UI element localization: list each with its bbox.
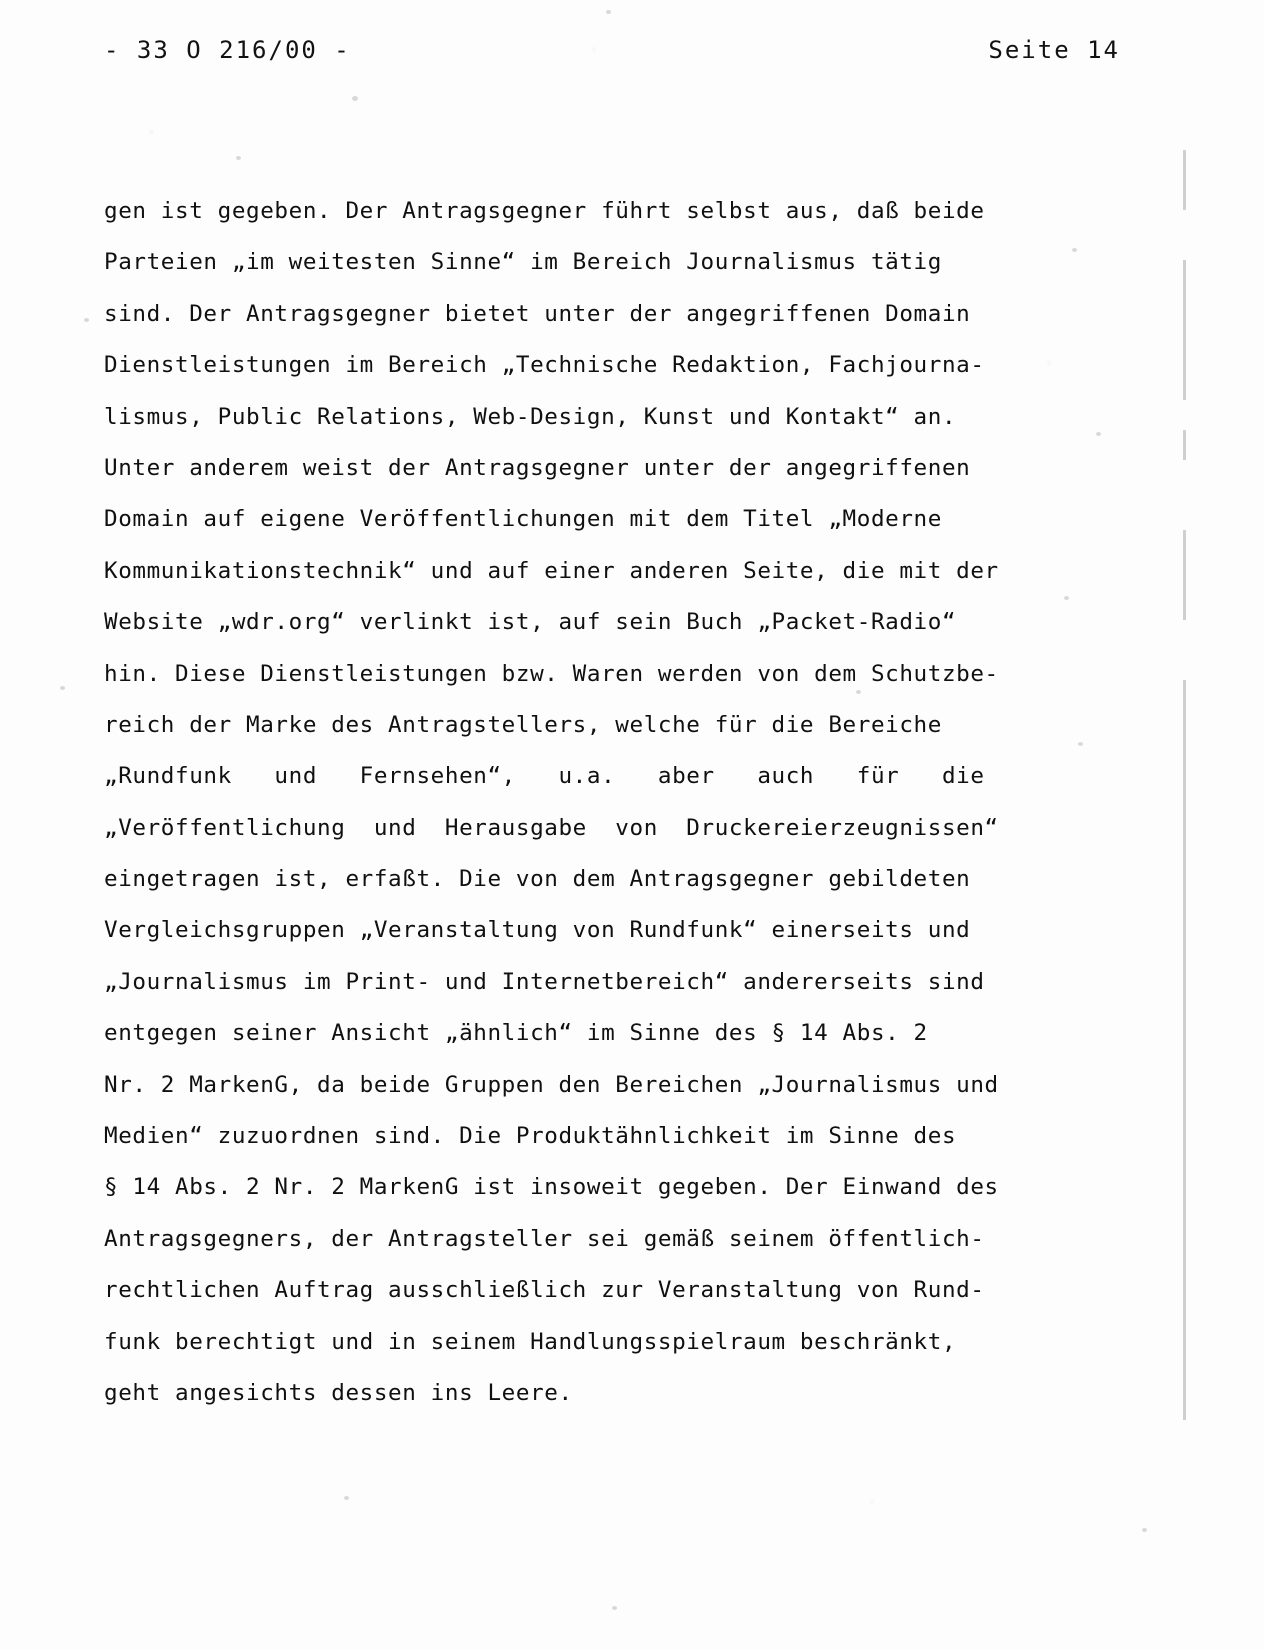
case-number: - 33 O 216/00 -: [104, 36, 351, 64]
text-line: Dienstleistungen im Bereich „Technische Redaktion, Fachjourna-: [104, 352, 985, 379]
text-line: reich der Marke des Antragstellers, welche für die Bereiche: [104, 711, 942, 738]
scan-speck: [1072, 248, 1077, 252]
scan-speck: [1064, 596, 1069, 600]
text-line: Vergleichsgruppen „Veranstaltung von Rundfunk“ einerseits und: [104, 917, 971, 944]
text-line: „Rundfunk und Fernsehen“, u.a. aber auch für die: [104, 763, 985, 790]
text-line: Domain auf eigene Veröffentlichungen mit dem Titel „Moderne: [104, 506, 942, 533]
scan-speck: [606, 10, 611, 14]
text-line: Nr. 2 MarkenG, da beide Gruppen den Bereichen „Journalismus und: [104, 1071, 999, 1098]
text-line: entgegen seiner Ansicht „ähnlich“ im Sinne des § 14 Abs. 2: [104, 1020, 928, 1047]
text-line: geht angesichts dessen ins Leere.: [104, 1379, 573, 1406]
text-line: lismus, Public Relations, Web-Design, Kunst und Kontakt“ an.: [104, 403, 957, 430]
text-line: sind. Der Antragsgegner bietet unter der angegriffenen Domain: [104, 300, 971, 327]
text-line: Kommunikationstechnik“ und auf einer anderen Seite, die mit der: [104, 557, 999, 584]
scan-speck: [856, 690, 861, 694]
text-line: Unter anderem weist der Antragsgegner unter der angegriffenen: [104, 454, 971, 481]
page-number-label: Seite 14: [988, 36, 1120, 64]
text-line: Parteien „im weitesten Sinne“ im Bereich Journalismus tätig: [104, 249, 942, 276]
scan-speck: [1096, 432, 1101, 436]
text-line: Antragsgegners, der Antragsteller sei gemäß seinem öffentlich-: [104, 1225, 985, 1252]
scan-speck: [60, 686, 65, 690]
scan-speck: [1142, 1528, 1147, 1532]
text-line: funk berechtigt und in seinem Handlungsspielraum beschränkt,: [104, 1328, 957, 1355]
text-line: § 14 Abs. 2 Nr. 2 MarkenG ist insoweit gegeben. Der Einwand des: [104, 1174, 999, 1201]
scan-speck: [84, 318, 89, 322]
text-line: „Veröffentlichung und Herausgabe von Druckereierzeugnissen“: [104, 814, 999, 841]
document-header: [96, 36, 1168, 76]
text-line: hin. Diese Dienstleistungen bzw. Waren werden von dem Schutzbe-: [104, 660, 999, 687]
text-line: eingetragen ist, erfaßt. Die von dem Antragsgegner gebildeten: [104, 866, 971, 893]
text-line: gen ist gegeben. Der Antragsgegner führt selbst aus, daß beide: [104, 198, 985, 224]
scan-speck: [236, 156, 241, 160]
text-line: rechtlichen Auftrag ausschließlich zur Veranstaltung von Rund-: [104, 1277, 985, 1304]
text-line: Website „wdr.org“ verlinkt ist, auf sein Buch „Packet-Radio“: [104, 609, 957, 636]
scan-speck: [1078, 742, 1083, 746]
scan-speck: [352, 96, 358, 101]
document-body-text: [104, 186, 1024, 1419]
text-line: „Journalismus im Print- und Internetbereich“ andererseits sind: [104, 968, 985, 995]
scan-edge-artifact: [1183, 0, 1186, 1650]
scan-speck: [612, 1606, 617, 1610]
scan-speck: [344, 1496, 349, 1500]
text-line: Medien“ zuzuordnen sind. Die Produktähnlichkeit im Sinne des: [104, 1123, 957, 1150]
